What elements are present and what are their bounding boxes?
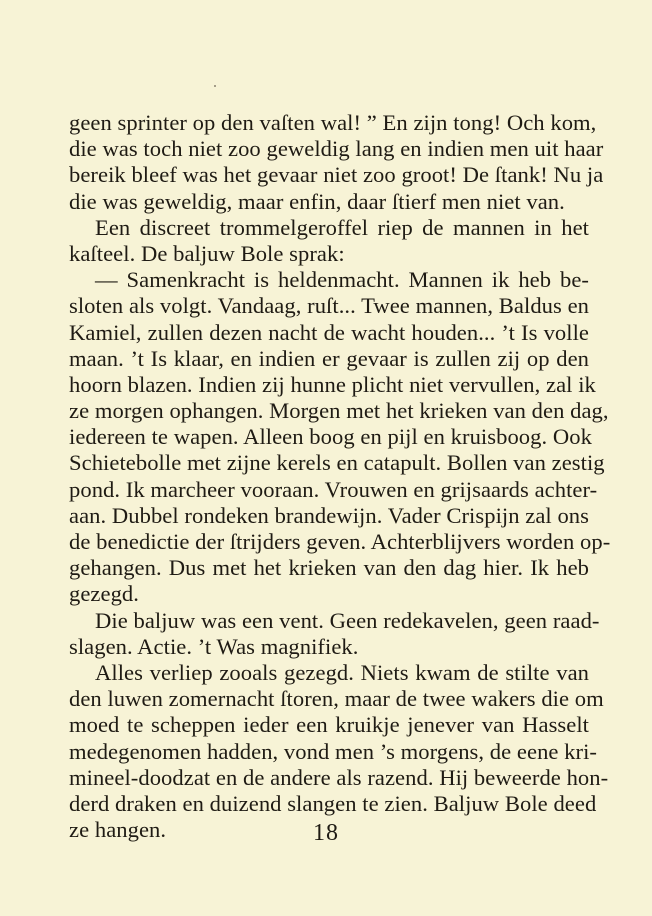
text-line: mineel-doodzat en de andere als razend. Hij beweerde hon- [69,764,609,790]
text-line: slagen. Actie. ’t Was magnifiek. [69,633,359,659]
text-line: ze morgen ophangen. Morgen met het krieken van den dag, [69,398,609,424]
text-line: iedereen te wapen. Alleen boog en pijl en kruisboog. Ook [69,424,592,450]
text-line: bereik bleef was het gevaar niet zoo groot! De ſtank! Nu ja [69,162,604,188]
body-text [69,110,611,843]
text-line: die was toch niet zoo geweldig lang en indien men uit haar [69,136,604,162]
text-line: Die baljuw was een vent. Geen redekavelen, geen raad- [95,607,600,633]
paper-speck [214,85,216,87]
text-line: ze hangen. [69,817,167,843]
text-line: gehangen. Dus met het krieken van den dag hier. Ik heb [69,555,589,581]
text-line: de benedictie der ſtrijders geven. Achterblijvers worden op- [69,529,611,554]
text-line: sloten als volgt. Vandaag, ruſt... Twee mannen, Baldus en [69,293,589,319]
text-line: Kamiel, zullen dezen nacht de wacht houden... ’t Is volle [69,319,589,345]
text-line: die was geweldig, maar enfin, daar ſtierf men niet van. [69,188,565,214]
text-line: hoorn blazen. Indien zij hunne plicht niet vervullen, zal ik [69,371,596,397]
text-line: gezegd. [69,581,139,607]
text-line: moed te scheppen ieder een kruikje jenever van Hasselt [69,712,589,738]
page-number: 18 [313,820,339,846]
text-line: medegenomen hadden, vond men ’s morgens, de eene kri- [69,738,598,764]
text-line: kaſteel. De baljuw Bole sprak: [69,240,345,266]
text-line: geen sprinter op den vaſten wal! ” En zijn tong! Och kom, [69,110,597,135]
text-line: aan. Dubbel rondeken brandewijn. Vader Crispijn zal ons [69,502,589,528]
text-line: — Samenkracht is heldenmacht. Mannen ik heb be- [95,267,589,293]
text-line: Alles verliep zooals gezegd. Niets kwam de stilte van [95,659,589,685]
text-line: pond. Ik marcheer vooraan. Vrouwen en grijsaards achter- [69,476,598,502]
text-line: den luwen zomernacht ſtoren, maar de twee wakers die om [69,686,604,712]
text-line: Schietebolle met zijne kerels en catapult. Bollen van zestig [69,450,605,476]
text-line: Een discreet trommelgeroffel riep de mannen in het [95,214,589,240]
text-line: maan. ’t Is klaar, en indien er gevaar is zullen zij op den [69,345,589,371]
text-line: derd draken en duizend slangen te zien. Baljuw Bole deed [69,790,597,816]
